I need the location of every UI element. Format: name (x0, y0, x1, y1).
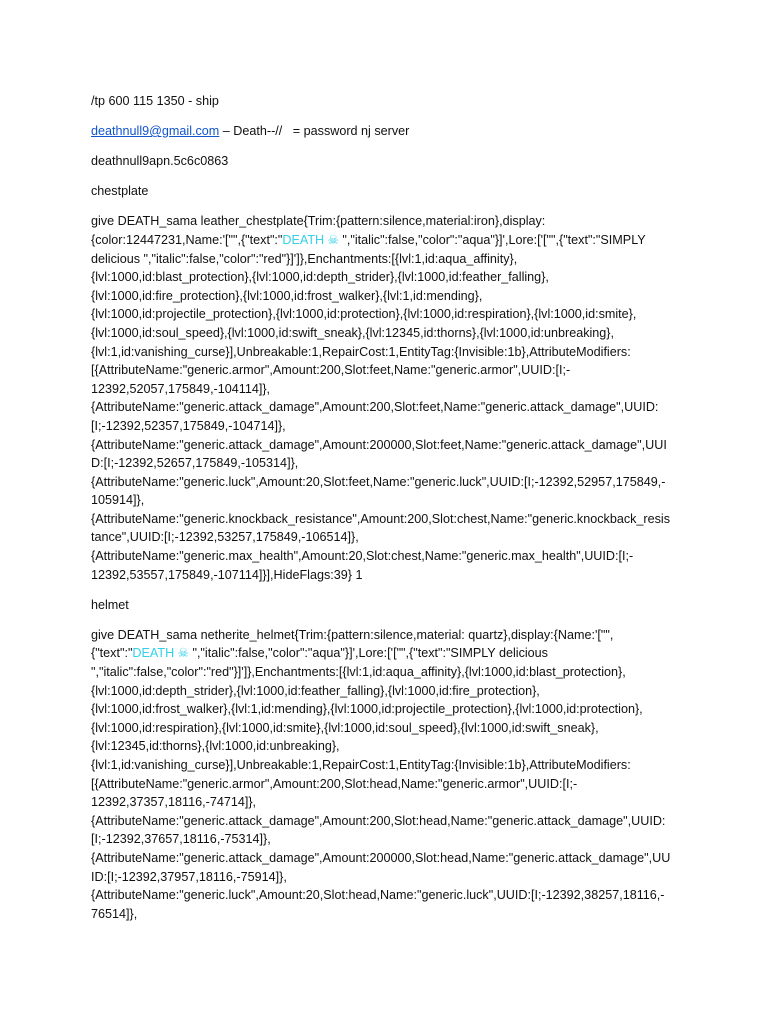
command-line (91, 473, 691, 492)
command-line (91, 737, 691, 756)
command-text: ","italic":false,"color":"red"}]']},Enchantments:[{lvl:1,id:aqua_affinity},{lvl:1000,id:blast_protection}, (91, 665, 626, 680)
command-text: delicious ","italic":false,"color":"red"}]']},Enchantments:[{lvl:1,id:aqua_affinity}, (91, 251, 518, 266)
command-text: [I;-12392,37657,18116,-75314]}, (91, 832, 271, 847)
command-text: {AttributeName:"generic.attack_damage",Amount:200000,Slot:feet,Name:"generic.attack_damage",UUI (91, 437, 667, 452)
colored-name-text: DEATH ☠ (132, 646, 189, 661)
command-line (91, 436, 691, 455)
command-line (91, 830, 691, 849)
command-text: {AttributeName:"generic.luck",Amount:20,Slot:head,Name:"generic.luck",UUID:[I;-12392,38257,18116,- (91, 888, 665, 903)
command-text: {AttributeName:"generic.knockback_resistance",Amount:200,Slot:chest,Name:"generic.knockback_resis (91, 511, 671, 526)
command-line (91, 361, 691, 380)
command-text: {lvl:1000,id:frost_walker},{lvl:1,id:mending},{lvl:1000,id:projectile_protection},{lvl:1000,id:protection}, (91, 702, 643, 717)
command-line (91, 380, 691, 399)
command-line (91, 719, 691, 738)
command-line (91, 454, 691, 473)
command-line (91, 793, 691, 812)
command-line (91, 398, 691, 417)
command-text: {lvl:12345,id:thorns},{lvl:1000,id:unbreaking}, (91, 739, 340, 754)
command-text: tance",UUID:[I;-12392,53257,175849,-106514]}, (91, 530, 359, 545)
command-text: ID:[I;-12392,37957,18116,-75914]}, (91, 869, 287, 884)
command-line (91, 663, 691, 682)
command-text: {lvl:1000,id:fire_protection},{lvl:1000,id:frost_walker},{lvl:1,id:mending}, (91, 288, 483, 303)
command-line (91, 417, 691, 436)
command-text: {lvl:1000,id:respiration},{lvl:1000,id:smite},{lvl:1000,id:soul_speed},{lvl:1000,id:swift_sneak}, (91, 720, 599, 735)
command-text: give DEATH_sama netherite_helmet{Trim:{pattern:silence,material: quartz},display:{Name:'["", (91, 627, 614, 642)
helmet-command (91, 626, 691, 924)
command-text: {AttributeName:"generic.attack_damage",Amount:200,Slot:feet,Name:"generic.attack_damage",UUID: (91, 400, 659, 415)
command-line (91, 868, 691, 887)
command-line (91, 756, 691, 775)
command-line (91, 849, 691, 868)
command-text: [I;-12392,52357,175849,-104714]}, (91, 418, 286, 433)
command-text: {lvl:1000,id:soul_speed},{lvl:1000,id:swift_sneak},{lvl:12345,id:thorns},{lvl:1000,id:unbreaking}, (91, 325, 615, 340)
command-text: ","italic":false,"color":"aqua"}]',Lore:['["",{"text":"SIMPLY (338, 232, 646, 247)
command-line (91, 886, 691, 905)
command-line (91, 287, 691, 306)
command-text: 105914]}, (91, 493, 145, 508)
command-line (91, 682, 691, 701)
command-line (91, 528, 691, 547)
command-line (91, 324, 691, 343)
command-line (91, 510, 691, 529)
command-text: {lvl:1,id:vanishing_curse}],Unbreakable:1,RepairCost:1,EntityTag:{Invisible:1b},AttributeModifiers: (91, 344, 631, 359)
command-line (91, 305, 691, 324)
command-line (91, 566, 691, 585)
email-note: – Death--// = password nj server (219, 124, 410, 139)
command-text: {lvl:1000,id:blast_protection},{lvl:1000,id:depth_strider},{lvl:1000,id:feather_falling}, (91, 270, 549, 285)
command-line (91, 212, 691, 231)
command-line (91, 644, 691, 663)
heading-chestplate: chestplate (91, 184, 149, 199)
command-text: {lvl:1,id:vanishing_curse}],Unbreakable:1,RepairCost:1,EntityTag:{Invisible:1b},AttributeModifiers: (91, 758, 631, 772)
command-text: [{AttributeName:"generic.armor",Amount:200,Slot:feet,Name:"generic.armor",UUID:[I;- (91, 363, 571, 378)
command-line (91, 343, 691, 362)
teleport-line: /tp 600 115 1350 - ship (91, 94, 219, 108)
command-text: 76514]}, (91, 906, 138, 921)
command-text: {"text":" (91, 646, 133, 661)
command-text: {AttributeName:"generic.luck",Amount:20,Slot:feet,Name:"generic.luck",UUID:[I;-12392,52957,175849,- (91, 474, 666, 489)
command-text: D:[I;-12392,52657,175849,-105314]}, (91, 456, 299, 471)
command-line (91, 491, 691, 510)
command-line (91, 775, 691, 794)
command-line (91, 700, 691, 719)
command-text: {lvl:1000,id:depth_strider},{lvl:1000,id:feather_falling},{lvl:1000,id:fire_protection}, (91, 683, 540, 698)
command-text: 12392,37357,18116,-74714]}, (91, 795, 257, 810)
heading-helmet: helmet (91, 597, 129, 612)
command-text: [{AttributeName:"generic.armor",Amount:200,Slot:head,Name:"generic.armor",UUID:[I;- (91, 776, 578, 791)
command-text: ","italic":false,"color":"aqua"}]',Lore:['["",{"text":"SIMPLY delicious (188, 646, 548, 661)
command-text: 12392,52057,175849,-104114]}, (91, 381, 271, 396)
chestplate-command (91, 212, 691, 584)
command-line (91, 231, 691, 250)
command-text: {AttributeName:"generic.attack_damage",Amount:200,Slot:head,Name:"generic.attack_damage",UUID: (91, 813, 666, 828)
command-text: {AttributeName:"generic.attack_damage",Amount:200000,Slot:head,Name:"generic.attack_damage",UU (91, 850, 671, 865)
command-text: {lvl:1000,id:projectile_protection},{lvl:1000,id:protection},{lvl:1000,id:respiration},{lvl:1000,id:smite}, (91, 307, 637, 322)
command-line (91, 905, 691, 924)
colored-name-text: DEATH ☠ (282, 232, 339, 247)
command-text: {color:12447231,Name:'["",{"text":" (91, 232, 283, 247)
command-line (91, 812, 691, 831)
command-text: 12392,53557,175849,-107114]}],HideFlags:39} 1 (91, 567, 363, 582)
command-text: {AttributeName:"generic.max_health",Amount:20,Slot:chest,Name:"generic.max_health",UUID:[I;- (91, 549, 634, 564)
command-line (91, 250, 691, 269)
document-body (91, 92, 691, 935)
email-line (91, 122, 691, 141)
email-link[interactable]: deathnull9@gmail.com (91, 124, 220, 139)
command-line (91, 547, 691, 566)
command-line (91, 268, 691, 287)
command-line (91, 626, 691, 645)
command-text: give DEATH_sama leather_chestplate{Trim:{pattern:silence,material:iron},display: (91, 214, 546, 229)
code-line: deathnull9apn.5c6c0863 (91, 154, 229, 169)
